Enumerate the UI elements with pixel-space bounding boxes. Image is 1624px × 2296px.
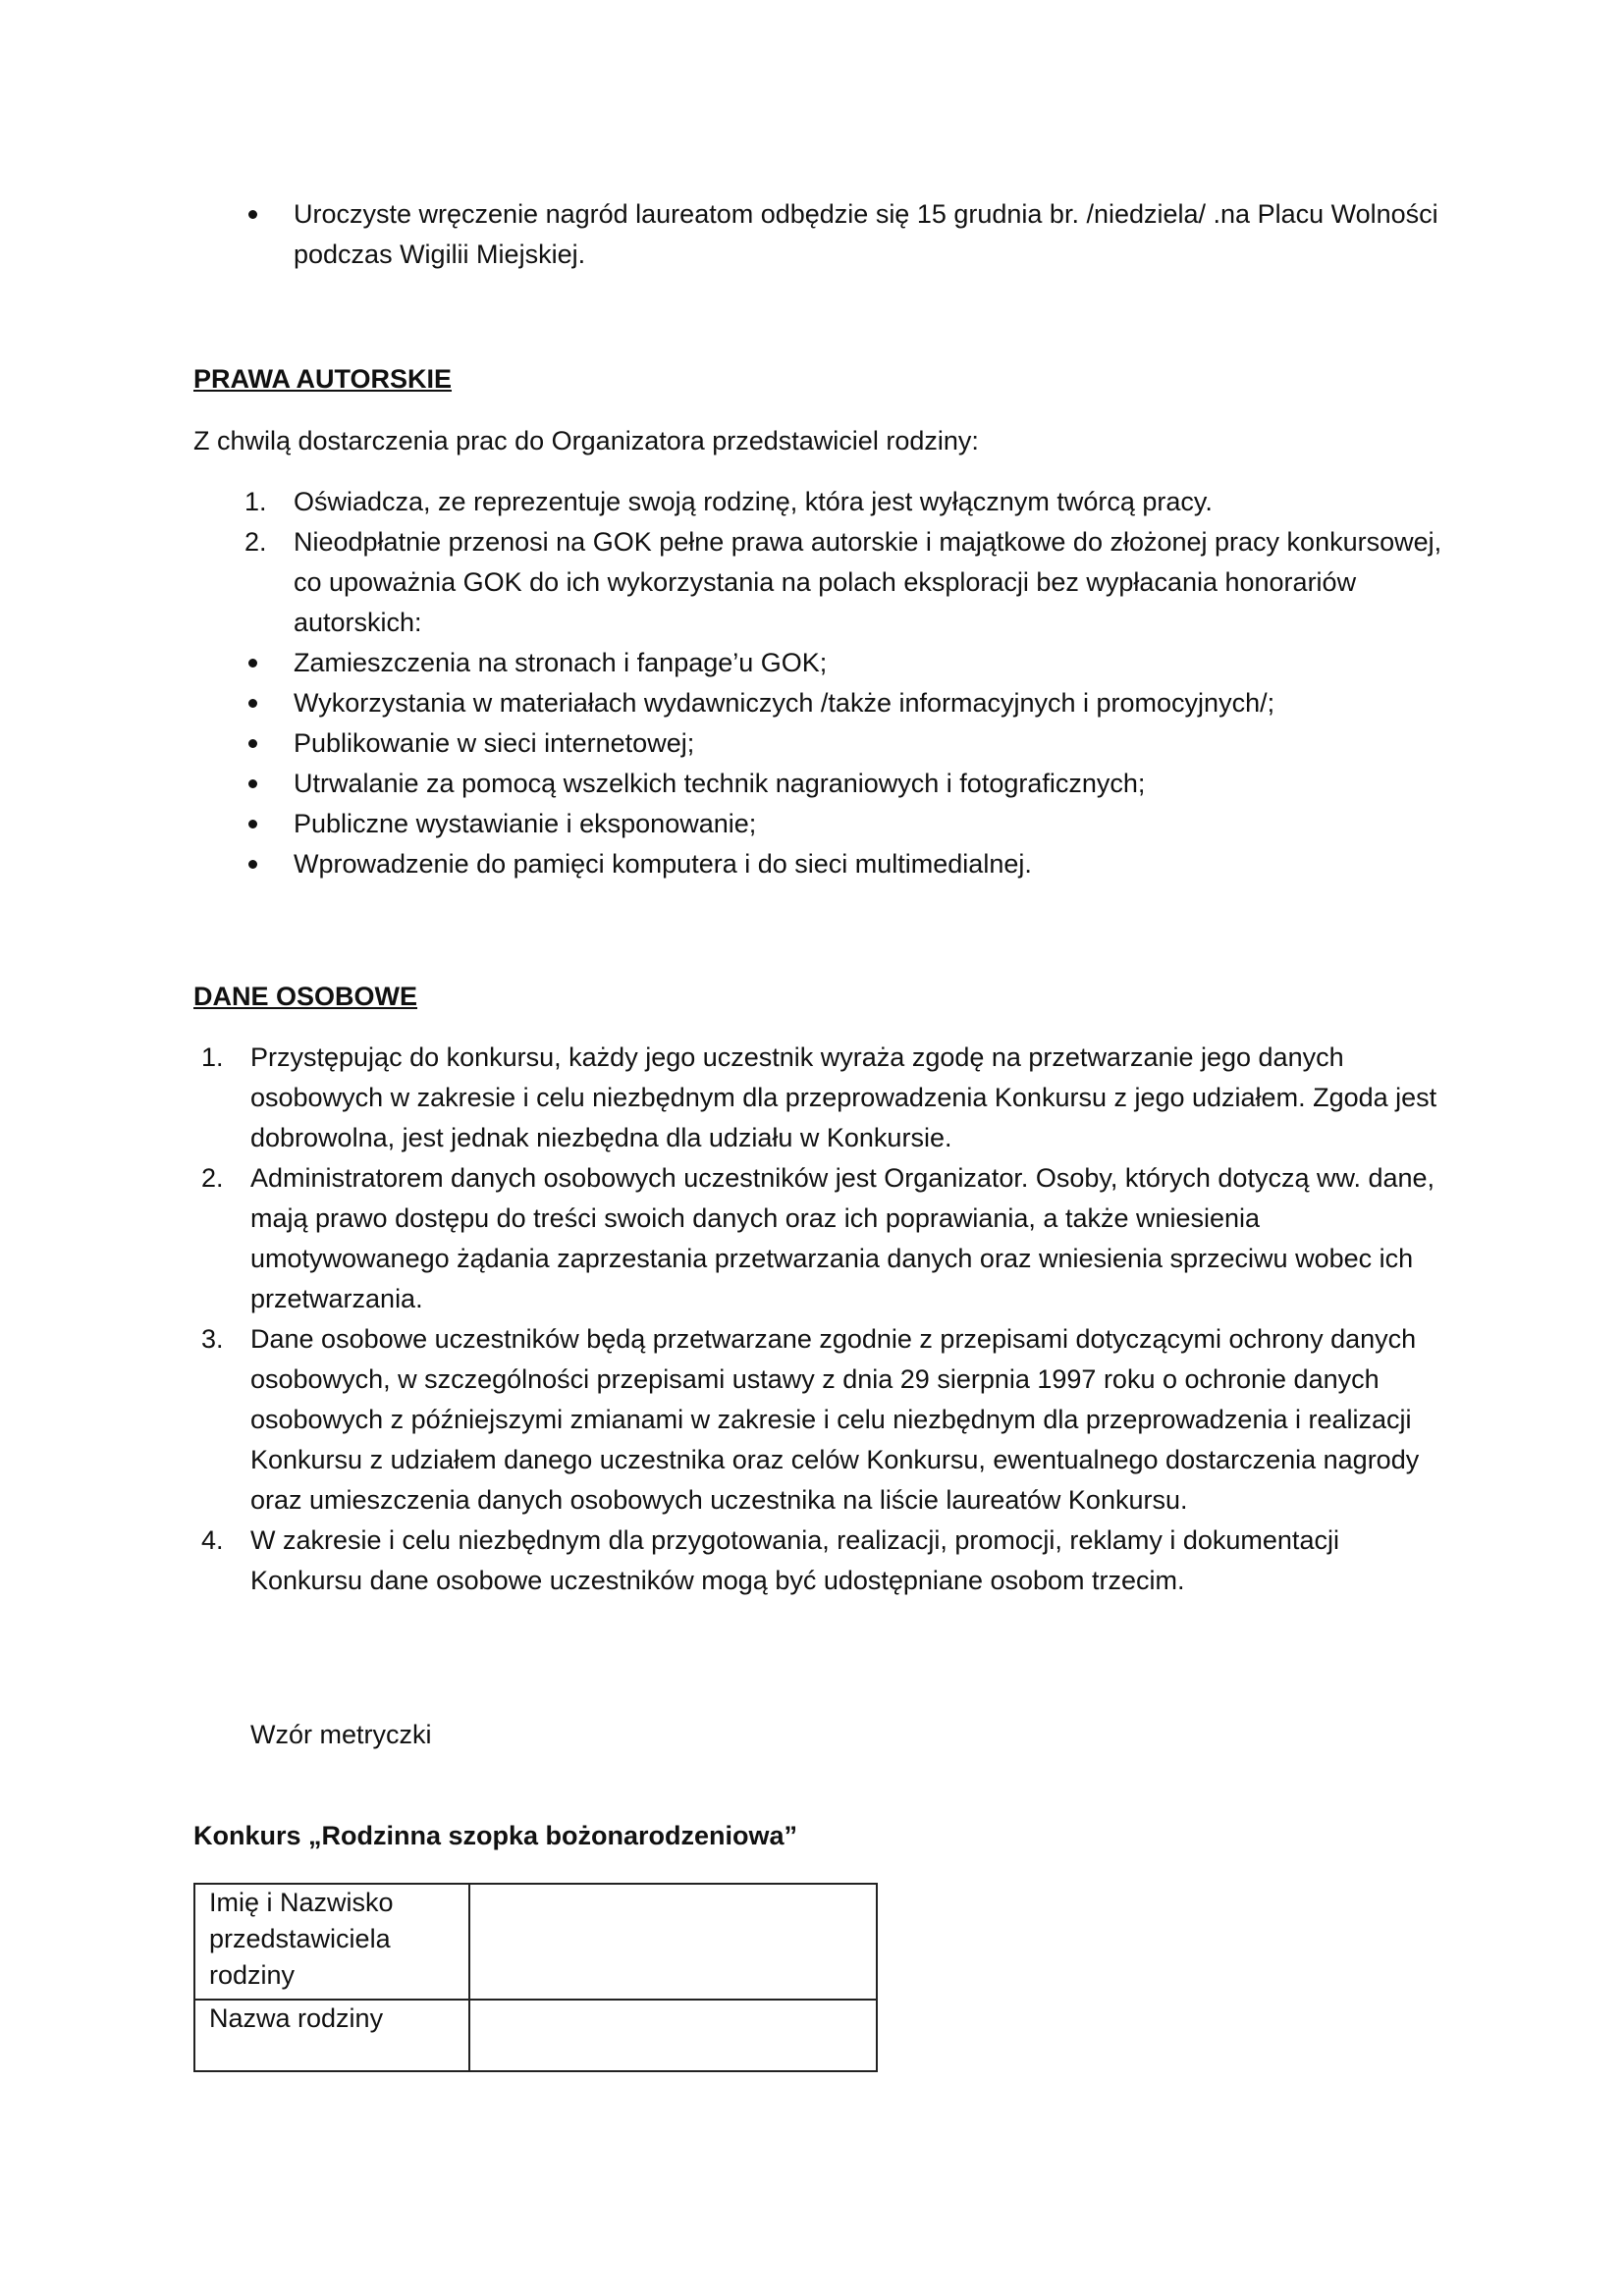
list-item-text: Administratorem danych osobowych uczestników jest Organizator. Osoby, których dotyczą ww. dane, mają prawo dostępu do treści swoich danych oraz ich poprawiania, a także wniesienia umotywowanego żądania zaprzestania przetwarzania danych oraz wniesienia sprzeciwu wobec ich przetwarzania. [250,1163,1435,1313]
table-cell-value-representative[interactable] [469,1884,877,2000]
list-item [193,683,1450,723]
copyright-numbered-list [193,482,1450,643]
personal-data-numbered-list [193,1038,1450,1601]
table-row [194,2000,877,2071]
entry-form-table [193,1883,878,2072]
list-marker: 2. [244,527,267,557]
copyright-usage-bullet-list [193,643,1450,884]
list-item-text: Nieodpłatnie przenosi na GOK pełne prawa autorskie i majątkowe do złożonej pracy konkursowej, co upoważnia GOK do ich wykorzystania na polach eksploracji bez wypłacania honorariów autorskich: [294,527,1442,637]
list-item [193,522,1450,643]
list-item-text: Przystępując do konkursu, każdy jego uczestnik wyraża zgodę na przetwarzanie jego danych osobowych w zakresie i celu niezbędnym dla przeprowadzenia Konkursu z jego udziałem. Zgoda jest dobrowolna, jest jednak niezbędna dla udziału w Konkursie. [250,1042,1437,1152]
list-item [193,1158,1450,1319]
list-marker: 1. [244,487,267,516]
intro-bullet-text: Uroczyste wręczenie nagród laureatom odbędzie się 15 grudnia br. /niedziela/ .na Placu Wolności podczas Wigilii Miejskiej. [294,199,1438,269]
list-marker: 4. [201,1525,224,1555]
list-item [193,844,1450,884]
intro-bullet-list [193,194,1450,275]
list-item-text: Oświadcza, ze reprezentuje swoją rodzinę, która jest wyłącznym twórcą pracy. [294,487,1213,516]
list-item-text: Dane osobowe uczestników będą przetwarzane zgodnie z przepisami dotyczącymi ochrony danych osobowych, w szczególności przepisami ustawy z dnia 29 sierpnia 1997 roku o ochronie danych osobowych z późniejszymi zmianami w zakresie i celu niezbędnym dla przeprowadzenia i realizacji Konkursu z udziałem danego uczestnika oraz celów Konkursu, ewentualnego dostarczenia nagrody oraz umieszczenia danych osobowych uczestnika na liście laureatów Konkursu. [250,1324,1420,1515]
copyright-lead-paragraph: Z chwilą dostarczenia prac do Organizatora przedstawiciel rodziny: [193,426,979,455]
list-item-text: Publikowanie w sieci internetowej; [294,728,695,758]
table-cell-value-family-name[interactable] [469,2000,877,2071]
table-row [194,1884,877,2000]
list-item [193,1319,1450,1521]
section-heading-copyright: PRAWA AUTORSKIE [193,364,453,394]
list-item-text: Publiczne wystawianie i eksponowanie; [294,809,757,838]
list-item [193,723,1450,764]
list-item [193,482,1450,522]
list-item [193,1521,1450,1601]
list-item-text: Wykorzystania w materiałach wydawniczych /także informacyjnych i promocyjnych/; [294,688,1275,718]
table-cell-label: Imię i Nazwisko przedstawiciela rodziny [194,1884,469,2000]
list-item [193,643,1450,683]
list-item [193,194,1450,275]
list-item-text: Wprowadzenie do pamięci komputera i do sieci multimedialnej. [294,849,1032,879]
section-heading-personal-data: DANE OSOBOWE [193,982,418,1011]
list-item-text: W zakresie i celu niezbędnym dla przygotowania, realizacji, promocji, reklamy i dokumentacji Konkursu dane osobowe uczestników mogą być udostępniane osobom trzecim. [250,1525,1339,1595]
list-item [193,1038,1450,1158]
list-marker: 1. [201,1042,224,1072]
list-item-text: Zamieszczenia na stronach i fanpage’u GOK; [294,648,828,677]
list-item-text: Utrwalanie za pomocą wszelkich technik nagraniowych i fotograficznych; [294,769,1146,798]
contest-title: Konkurs „Rodzinna szopka bożonarodzeniowa” [193,1821,798,1850]
list-item [193,804,1450,844]
list-item [193,764,1450,804]
template-label: Wzór metryczki [250,1720,432,1749]
table-cell-label: Nazwa rodziny [194,2000,469,2071]
list-marker: 2. [201,1163,224,1193]
list-marker: 3. [201,1324,224,1354]
